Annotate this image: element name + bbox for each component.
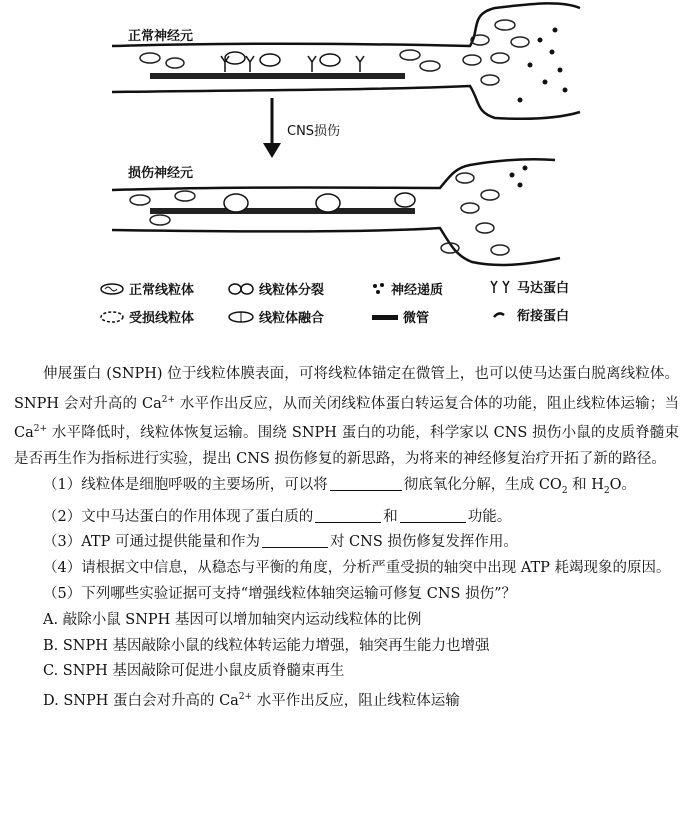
question-text xyxy=(14,362,679,715)
option-d[interactable] xyxy=(14,685,679,715)
option-b[interactable]: B. SNPH 基因敲除小鼠的线粒体转运能力增强，轴突再生能力也增强 xyxy=(43,637,490,654)
legend-item xyxy=(490,277,569,296)
kinesin-icon xyxy=(490,279,512,295)
legend-label: 神经递质 xyxy=(391,283,444,298)
legend-label: 衔接蛋白 xyxy=(517,309,570,324)
neuron-diagram xyxy=(0,0,693,280)
legend-item xyxy=(490,305,569,324)
subscript: 2 xyxy=(561,485,568,496)
neuron-figure xyxy=(0,0,693,330)
fusion-icon xyxy=(228,311,254,323)
legend-label: 线粒体融合 xyxy=(259,311,325,326)
legend-item xyxy=(372,307,429,326)
question-1 xyxy=(14,473,679,505)
fission-icon xyxy=(228,283,254,295)
neurotransmitters-normal xyxy=(518,28,568,103)
adaptor-protein-icon xyxy=(490,308,512,322)
q-text: 功能。 xyxy=(467,508,512,525)
injury-arrow xyxy=(263,98,281,158)
question-2 xyxy=(14,505,679,531)
neurotransmitter-icon xyxy=(372,282,386,296)
legend-item xyxy=(228,279,324,298)
subscript: 2 xyxy=(603,485,610,496)
q-text: 彻底氧化分解，生成 CO xyxy=(403,476,562,493)
q-text: （1）线粒体是细胞呼吸的主要场所，可以将 xyxy=(43,476,328,493)
q-text: O。 xyxy=(609,476,637,493)
answer-blank-2a[interactable] xyxy=(315,508,381,523)
neurotransmitters-damaged xyxy=(510,166,528,188)
question-4: （4）请根据文中信息，从稳态与平衡的角度，分析严重受损的轴突中出现 ATP 耗竭现象的原因。 xyxy=(43,560,671,577)
legend-item xyxy=(372,279,443,298)
damaged-neuron-label: 损伤神经元 xyxy=(128,166,194,181)
legend-item xyxy=(228,307,324,326)
passage-part: 水平降低时，线粒体恢复运输。围绕 SNPH 蛋白的功能，科学家以 CNS 损伤小鼠的皮质脊髓束是否再生作为指标进行实验，提出 CNS 损伤修复的新思路，为将来的神经修复治疗开拓了新的路径。 xyxy=(14,425,679,468)
motor-proteins-normal xyxy=(221,52,364,72)
normal-mitochondria-icon xyxy=(100,283,124,295)
passage xyxy=(14,362,679,473)
legend-label: 受损线粒体 xyxy=(129,311,195,326)
option-text: 水平作出反应，阻止线粒体运输 xyxy=(252,692,460,709)
cns-injury-label: CNS损伤 xyxy=(287,124,341,139)
q-text: （2）文中马达蛋白的作用体现了蛋白质的 xyxy=(43,508,314,525)
question-3 xyxy=(14,530,679,556)
q-text: （3）ATP 可通过提供能量和作为 xyxy=(43,534,260,551)
option-text: D. SNPH 蛋白会对升高的 Ca xyxy=(43,692,239,709)
passage-part: 伸展蛋白 (SNPH) 位于线粒体膜表面，可将线粒体锚定在微管上，也可以使马达蛋白脱离线粒体。SNPH 会对升高的 Ca xyxy=(14,366,679,412)
answer-blank-1[interactable] xyxy=(330,476,402,491)
legend-item xyxy=(100,307,194,326)
legend-item xyxy=(100,279,194,298)
superscript: 2+ xyxy=(161,394,176,405)
q-text: 和 H xyxy=(567,476,604,493)
normal-neuron-label: 正常神经元 xyxy=(128,29,194,44)
q-text: 对 CNS 损伤修复发挥作用。 xyxy=(329,534,518,551)
legend-label: 线粒体分裂 xyxy=(259,283,325,298)
superscript: 2+ xyxy=(238,692,253,703)
legend-label: 马达蛋白 xyxy=(517,281,570,296)
question-5: （5）下列哪些实验证据可支持“增强线粒体轴突运输可修复 CNS 损伤”？ xyxy=(43,585,516,602)
legend-label: 微管 xyxy=(403,311,430,326)
damaged-mitochondria-icon xyxy=(100,311,124,323)
superscript: 2+ xyxy=(33,424,48,435)
passage-part: 水平作出反应，从而关闭线粒体蛋白转运复合体的功能，阻止线粒体运输；当 Ca xyxy=(14,395,679,442)
legend-label: 正常线粒体 xyxy=(129,283,195,298)
option-a[interactable]: A. 敲除小鼠 SNPH 基因可以增加轴突内运动线粒体的比例 xyxy=(43,611,422,628)
q-text: 和 xyxy=(383,508,398,525)
answer-blank-2b[interactable] xyxy=(400,508,466,523)
answer-blank-3[interactable] xyxy=(262,533,328,548)
option-c[interactable]: C. SNPH 基因敲除可促进小鼠皮质脊髓束再生 xyxy=(43,663,345,680)
microtubule-damaged xyxy=(150,208,415,214)
microtubule-normal xyxy=(150,73,405,79)
microtubule-icon xyxy=(372,312,398,322)
figure-legend xyxy=(100,277,640,327)
